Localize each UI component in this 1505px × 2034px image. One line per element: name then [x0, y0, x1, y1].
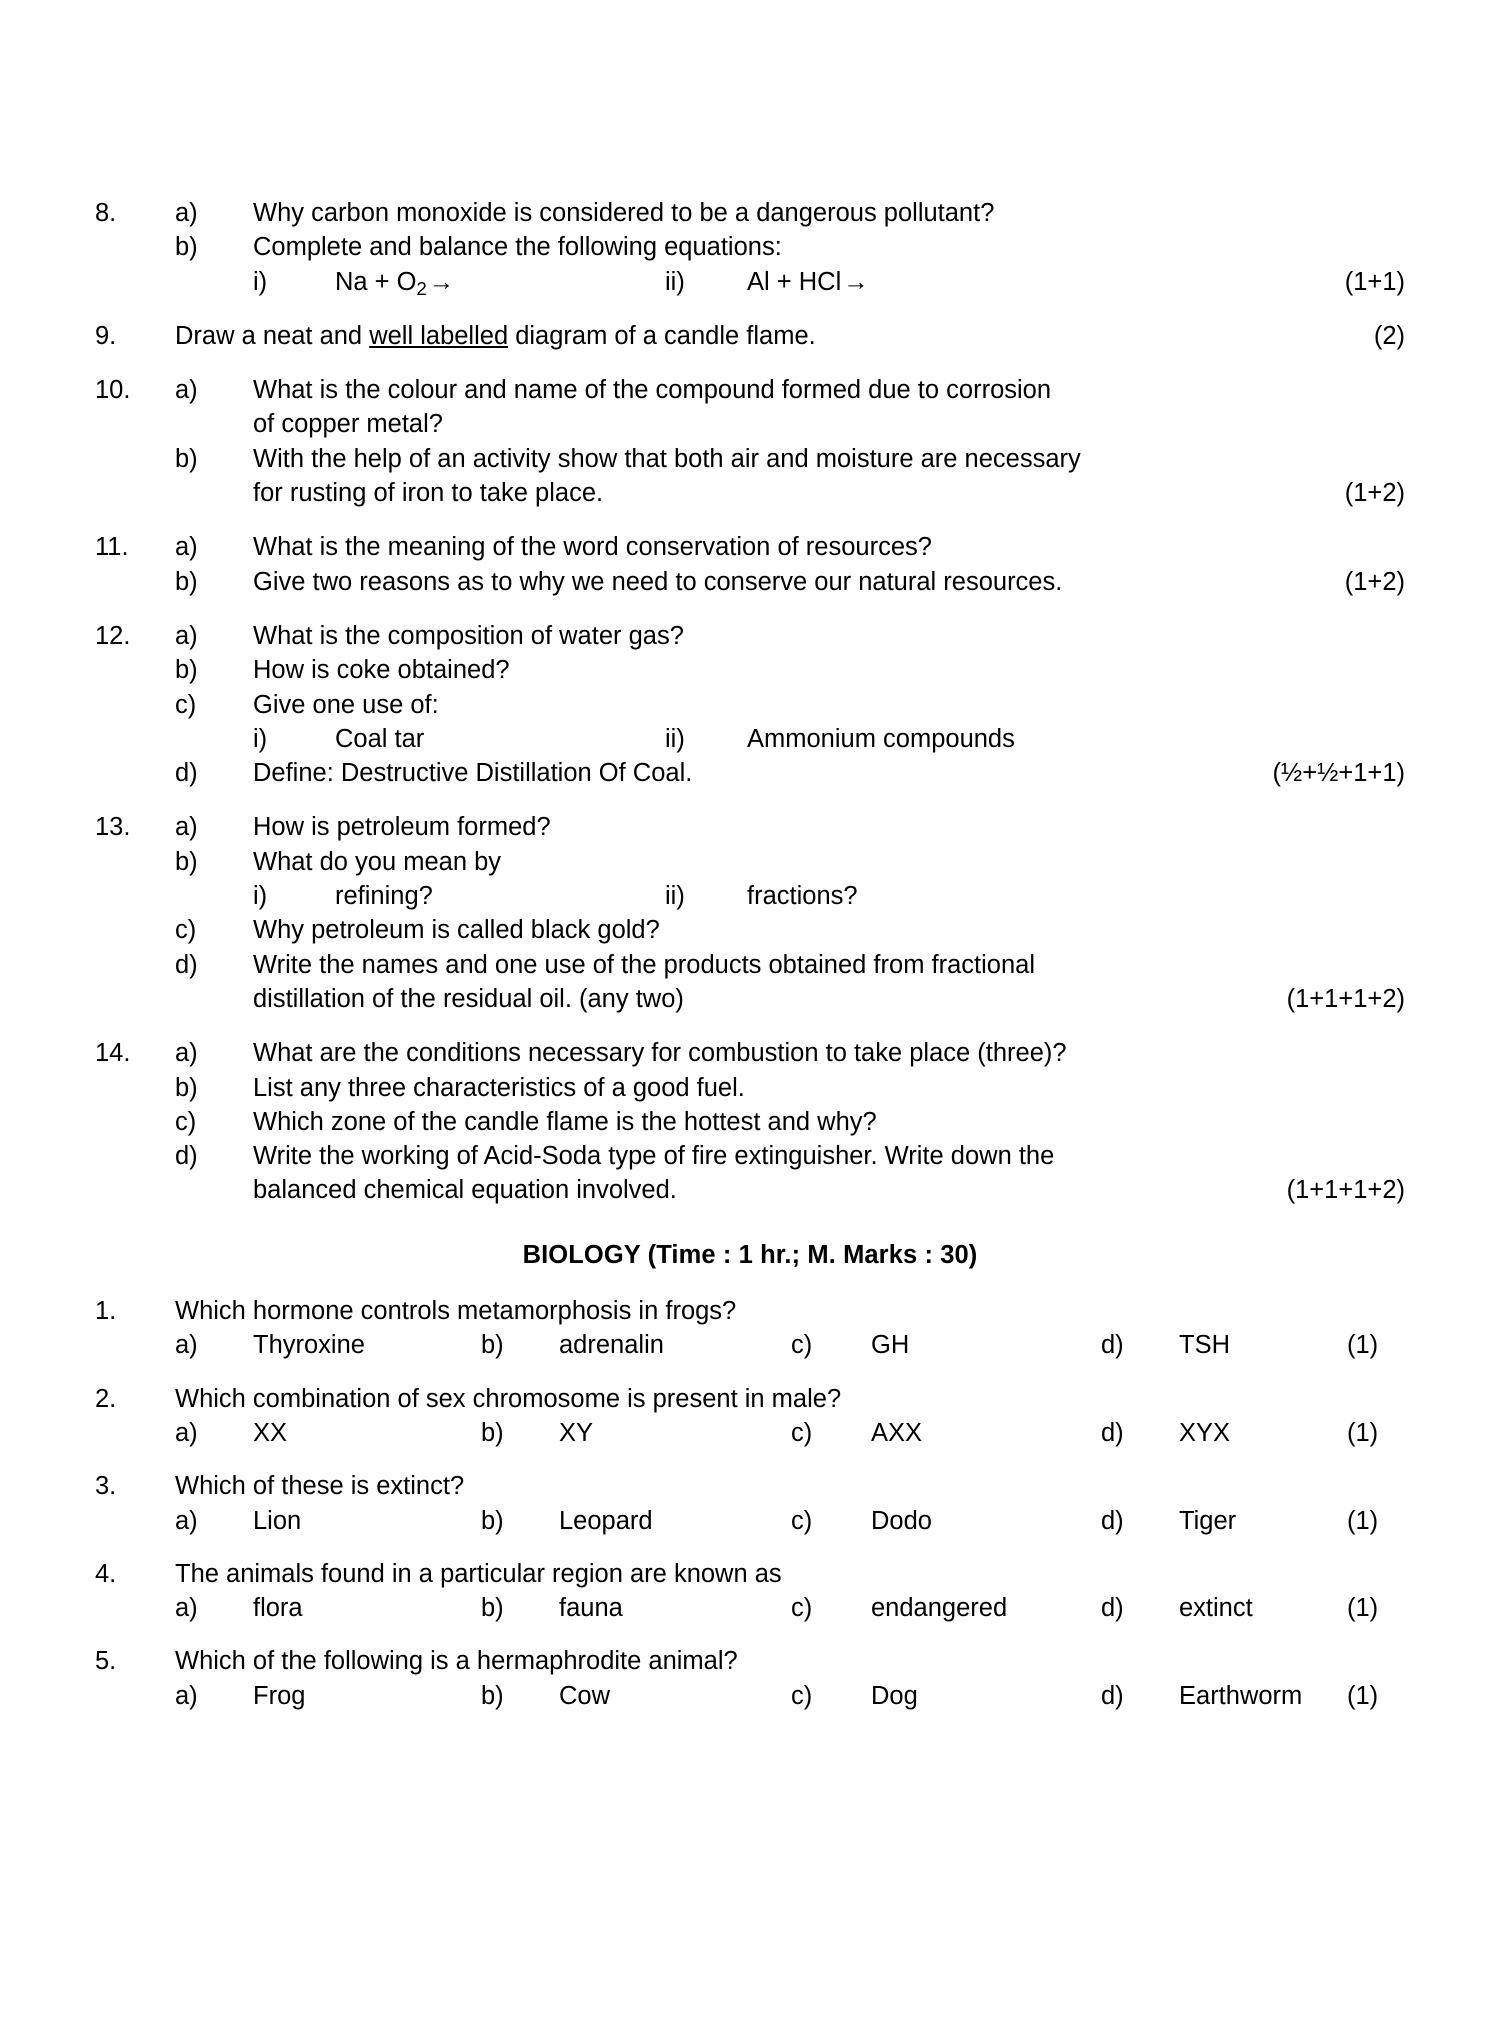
part-letter: d): [175, 1142, 198, 1171]
option-text-a[interactable]: Lion: [253, 1506, 302, 1535]
equation-na-o2: [335, 265, 665, 299]
question-11: [95, 530, 1405, 599]
part-letter: a): [175, 533, 198, 562]
sub-items-body: [253, 722, 1405, 756]
question-stem: Which of the following is a hermaphrodite animal?: [175, 1647, 738, 1676]
option-text-b[interactable]: adrenalin: [559, 1331, 664, 1360]
question-9: [95, 319, 1405, 353]
equation-al-hcl-text: Al + HCl: [747, 267, 842, 296]
option-letter-b[interactable]: b): [481, 1418, 504, 1447]
options-row: [95, 1328, 1405, 1362]
marks-allocation: (1): [1347, 1506, 1379, 1535]
option-text-d[interactable]: TSH: [1179, 1331, 1230, 1360]
question-10-part-b: [95, 442, 1405, 476]
option-letter-c[interactable]: c): [791, 1594, 813, 1623]
question-14-part-d: [95, 1139, 1405, 1173]
part-letter: a): [175, 199, 198, 227]
part-text: Define: Destructive Distillation Of Coal.: [253, 759, 693, 788]
marks-allocation: (2): [1373, 321, 1405, 350]
part-letter: c): [175, 916, 197, 945]
option-letter-a[interactable]: a): [175, 1594, 198, 1623]
part-text-line-1: Write the names and one use of the products obtained from fractional: [253, 950, 1035, 979]
sub-item-refining: refining?: [335, 882, 433, 911]
question-12-part-a: [95, 619, 1405, 653]
marks-allocation: (1+1+1+2): [1286, 1176, 1405, 1205]
option-text-a[interactable]: flora: [253, 1594, 303, 1623]
roman-numeral-i: i): [253, 267, 268, 296]
part-text: Complete and balance the following equations:: [253, 233, 782, 262]
question-12-part-d: [95, 756, 1405, 790]
option-letter-d[interactable]: d): [1101, 1506, 1124, 1535]
equation-al-hcl: [747, 265, 1331, 299]
question-stem: The animals found in a particular region are known as: [175, 1559, 782, 1588]
part-text: Give two reasons as to why we need to conserve our natural resources.: [253, 567, 1063, 596]
question-number: 8.: [95, 199, 117, 227]
question-10-part-b-cont: [95, 476, 1405, 510]
question-number: 13.: [95, 813, 131, 842]
part-letter: b): [175, 847, 198, 876]
part-letter: d): [175, 759, 198, 788]
question-11-part-b: [95, 565, 1405, 599]
part-letter: c): [175, 690, 197, 719]
roman-numeral-i: i): [253, 724, 268, 753]
option-letter-c[interactable]: c): [791, 1331, 813, 1360]
question-number: 11.: [95, 533, 129, 562]
question-13-part-d: [95, 948, 1405, 982]
part-text-line-1: What is the colour and name of the compound formed due to corrosion: [253, 376, 1052, 405]
question-number: 4.: [95, 1559, 117, 1588]
question-14-part-a: [95, 1036, 1405, 1070]
question-9-row: [95, 319, 1405, 353]
roman-numeral-i: i): [253, 882, 268, 911]
question-12-part-c: [95, 688, 1405, 722]
question-8-part-a: [95, 196, 1405, 230]
question-8-equations-row: [95, 265, 1405, 299]
marks-allocation: (1+2): [1344, 567, 1405, 596]
question-number: 3.: [95, 1472, 117, 1501]
question-number: 9.: [95, 321, 117, 350]
option-letter-c[interactable]: c): [791, 1418, 813, 1447]
option-letter-d[interactable]: d): [1101, 1418, 1124, 1447]
marks-allocation: (½+½+1+1): [1272, 759, 1405, 788]
question-text: [175, 319, 1360, 353]
reaction-arrow-icon: →: [843, 267, 869, 296]
option-text-d[interactable]: Tiger: [1179, 1506, 1237, 1535]
biology-question-3: [95, 1469, 1405, 1538]
part-text-line-1: With the help of an activity show that both air and moisture are necessary: [253, 444, 1081, 473]
option-text-c[interactable]: endangered: [871, 1594, 1008, 1623]
option-letter-d[interactable]: d): [1101, 1681, 1124, 1710]
option-letter-a[interactable]: a): [175, 1331, 198, 1360]
part-letter: b): [175, 233, 198, 262]
part-text: Why petroleum is called black gold?: [253, 916, 660, 945]
marks-allocation: (1+1+1+2): [1286, 984, 1405, 1013]
question-13: [95, 810, 1405, 1016]
part-text: Why carbon monoxide is considered to be a dangerous pollutant?: [253, 199, 995, 227]
question-8-part-b: [95, 230, 1405, 264]
option-text-c[interactable]: Dog: [871, 1681, 918, 1710]
question-text-before: Draw a neat and: [175, 321, 370, 350]
question-number: 12.: [95, 621, 131, 650]
marks-allocation: (1): [1347, 1331, 1379, 1360]
question-number: 2.: [95, 1384, 117, 1413]
marks-allocation: (1): [1347, 1418, 1379, 1447]
question-number: 5.: [95, 1647, 117, 1676]
options-row: [95, 1679, 1405, 1713]
part-text-line-2: balanced chemical equation involved.: [253, 1176, 677, 1205]
question-stem: Which combination of sex chromosome is present in male?: [175, 1384, 842, 1413]
question-14-part-d-cont: [95, 1173, 1405, 1207]
part-text-line-2: distillation of the residual oil. (any two): [253, 984, 684, 1013]
marks-allocation: (1): [1347, 1681, 1379, 1710]
question-13-sub-items: [95, 879, 1405, 913]
option-text-c[interactable]: AXX: [871, 1418, 923, 1447]
option-letter-a[interactable]: a): [175, 1418, 198, 1447]
question-paper-sheet: [95, 196, 1405, 1713]
part-text: Which zone of the candle flame is the hottest and why?: [253, 1107, 877, 1136]
sub-item-ammonium-compounds: Ammonium compounds: [747, 724, 1015, 753]
option-letter-a[interactable]: a): [175, 1506, 198, 1535]
part-letter: b): [175, 1073, 198, 1102]
question-text-after: diagram of a candle flame.: [508, 321, 816, 350]
option-text-d[interactable]: Earthworm: [1179, 1681, 1303, 1710]
question-10-part-a-cont: [95, 407, 1405, 441]
question-number: 14.: [95, 1039, 131, 1068]
option-text-b[interactable]: Leopard: [559, 1506, 653, 1535]
reaction-arrow-icon: →: [428, 267, 455, 296]
question-stem-row: [95, 1382, 1405, 1416]
biology-question-4: [95, 1557, 1405, 1626]
question-stem-row: [95, 1294, 1405, 1328]
sub-item-fractions: fractions?: [747, 882, 858, 911]
option-text-b[interactable]: Cow: [559, 1681, 611, 1710]
question-8: [95, 196, 1405, 299]
question-number: 1.: [95, 1297, 117, 1326]
question-text-underlined: well labelled: [369, 321, 509, 350]
question-number: 10.: [95, 376, 131, 405]
option-letter-c[interactable]: c): [791, 1681, 813, 1710]
question-14-part-b: [95, 1071, 1405, 1105]
marks-allocation: (1+2): [1344, 479, 1405, 508]
part-text: Give one use of:: [253, 690, 439, 719]
part-letter: a): [175, 621, 198, 650]
sub-items-line: [253, 722, 1405, 756]
equation-na-o2-subscript: 2: [416, 277, 427, 299]
question-12-sub-items: [95, 722, 1405, 756]
question-11-part-a: [95, 530, 1405, 564]
part-text: List any three characteristics of a good fuel.: [253, 1073, 745, 1102]
part-text-line-2: of copper metal?: [253, 410, 443, 439]
option-text-b[interactable]: XY: [559, 1418, 594, 1447]
part-letter: b): [175, 444, 198, 473]
part-text-line-2: for rusting of iron to take place.: [253, 479, 604, 508]
part-letter: c): [175, 1107, 197, 1136]
question-14-part-c: [95, 1105, 1405, 1139]
sub-items-line: [253, 879, 1405, 913]
option-letter-c[interactable]: c): [791, 1506, 813, 1535]
marks-allocation: (1+1): [1344, 267, 1405, 296]
equations-body: [253, 265, 1331, 299]
part-letter: b): [175, 567, 198, 596]
biology-question-5: [95, 1644, 1405, 1713]
part-text: What do you mean by: [253, 847, 502, 876]
part-text: What is the composition of water gas?: [253, 621, 684, 650]
question-14: [95, 1036, 1405, 1207]
question-10-part-a: [95, 373, 1405, 407]
part-letter: a): [175, 376, 198, 405]
marks-allocation: (1): [1347, 1594, 1379, 1623]
part-letter: d): [175, 950, 198, 979]
options-row: [95, 1591, 1405, 1625]
question-13-part-b: [95, 845, 1405, 879]
equations-line: [253, 265, 1331, 299]
option-text-b[interactable]: fauna: [559, 1594, 623, 1623]
question-13-part-a: [95, 810, 1405, 844]
roman-numeral-ii: ii): [665, 724, 685, 753]
sub-items-body: [253, 879, 1405, 913]
part-text-line-1: Write the working of Acid-Soda type of fire extinguisher. Write down the: [253, 1142, 1055, 1171]
option-letter-b[interactable]: b): [481, 1331, 504, 1360]
question-stem: Which of these is extinct?: [175, 1472, 465, 1501]
question-12-part-b: [95, 653, 1405, 687]
question-stem-row: [95, 1557, 1405, 1591]
biology-question-2: [95, 1382, 1405, 1451]
question-12: [95, 619, 1405, 790]
options-row: [95, 1504, 1405, 1538]
part-text: What are the conditions necessary for combustion to take place (three)?: [253, 1039, 1067, 1068]
question-stem: Which hormone controls metamorphosis in frogs?: [175, 1297, 737, 1326]
part-text: How is coke obtained?: [253, 656, 510, 685]
biology-section-heading: BIOLOGY (Time : 1 hr.; M. Marks : 30): [522, 1240, 978, 1269]
question-13-part-c: [95, 913, 1405, 947]
options-row: [95, 1416, 1405, 1450]
part-letter: b): [175, 656, 198, 685]
option-text-c[interactable]: Dodo: [871, 1506, 932, 1535]
option-letter-d[interactable]: d): [1101, 1331, 1124, 1360]
part-text: What is the meaning of the word conservation of resources?: [253, 533, 932, 562]
part-letter: a): [175, 813, 198, 842]
option-text-a[interactable]: Frog: [253, 1681, 306, 1710]
roman-numeral-ii: ii): [665, 267, 685, 296]
biology-question-1: [95, 1294, 1405, 1363]
equation-na-o2-prefix: Na + O: [335, 267, 417, 296]
option-letter-a[interactable]: a): [175, 1681, 198, 1710]
option-letter-b[interactable]: b): [481, 1681, 504, 1710]
sub-item-coal-tar: Coal tar: [335, 724, 425, 753]
question-stem-row: [95, 1469, 1405, 1503]
option-text-d[interactable]: extinct: [1179, 1594, 1253, 1623]
part-letter: a): [175, 1039, 198, 1068]
option-text-a[interactable]: XX: [253, 1418, 288, 1447]
question-stem-row: [95, 1644, 1405, 1678]
question-10: [95, 373, 1405, 510]
question-13-part-d-cont: [95, 982, 1405, 1016]
part-text: How is petroleum formed?: [253, 813, 551, 842]
roman-numeral-ii: ii): [665, 882, 685, 911]
option-letter-b[interactable]: b): [481, 1506, 504, 1535]
option-letter-d[interactable]: d): [1101, 1594, 1124, 1623]
option-text-c[interactable]: GH: [871, 1331, 910, 1360]
option-text-d[interactable]: XYX: [1179, 1418, 1231, 1447]
option-text-a[interactable]: Thyroxine: [253, 1331, 365, 1360]
option-letter-b[interactable]: b): [481, 1594, 504, 1623]
